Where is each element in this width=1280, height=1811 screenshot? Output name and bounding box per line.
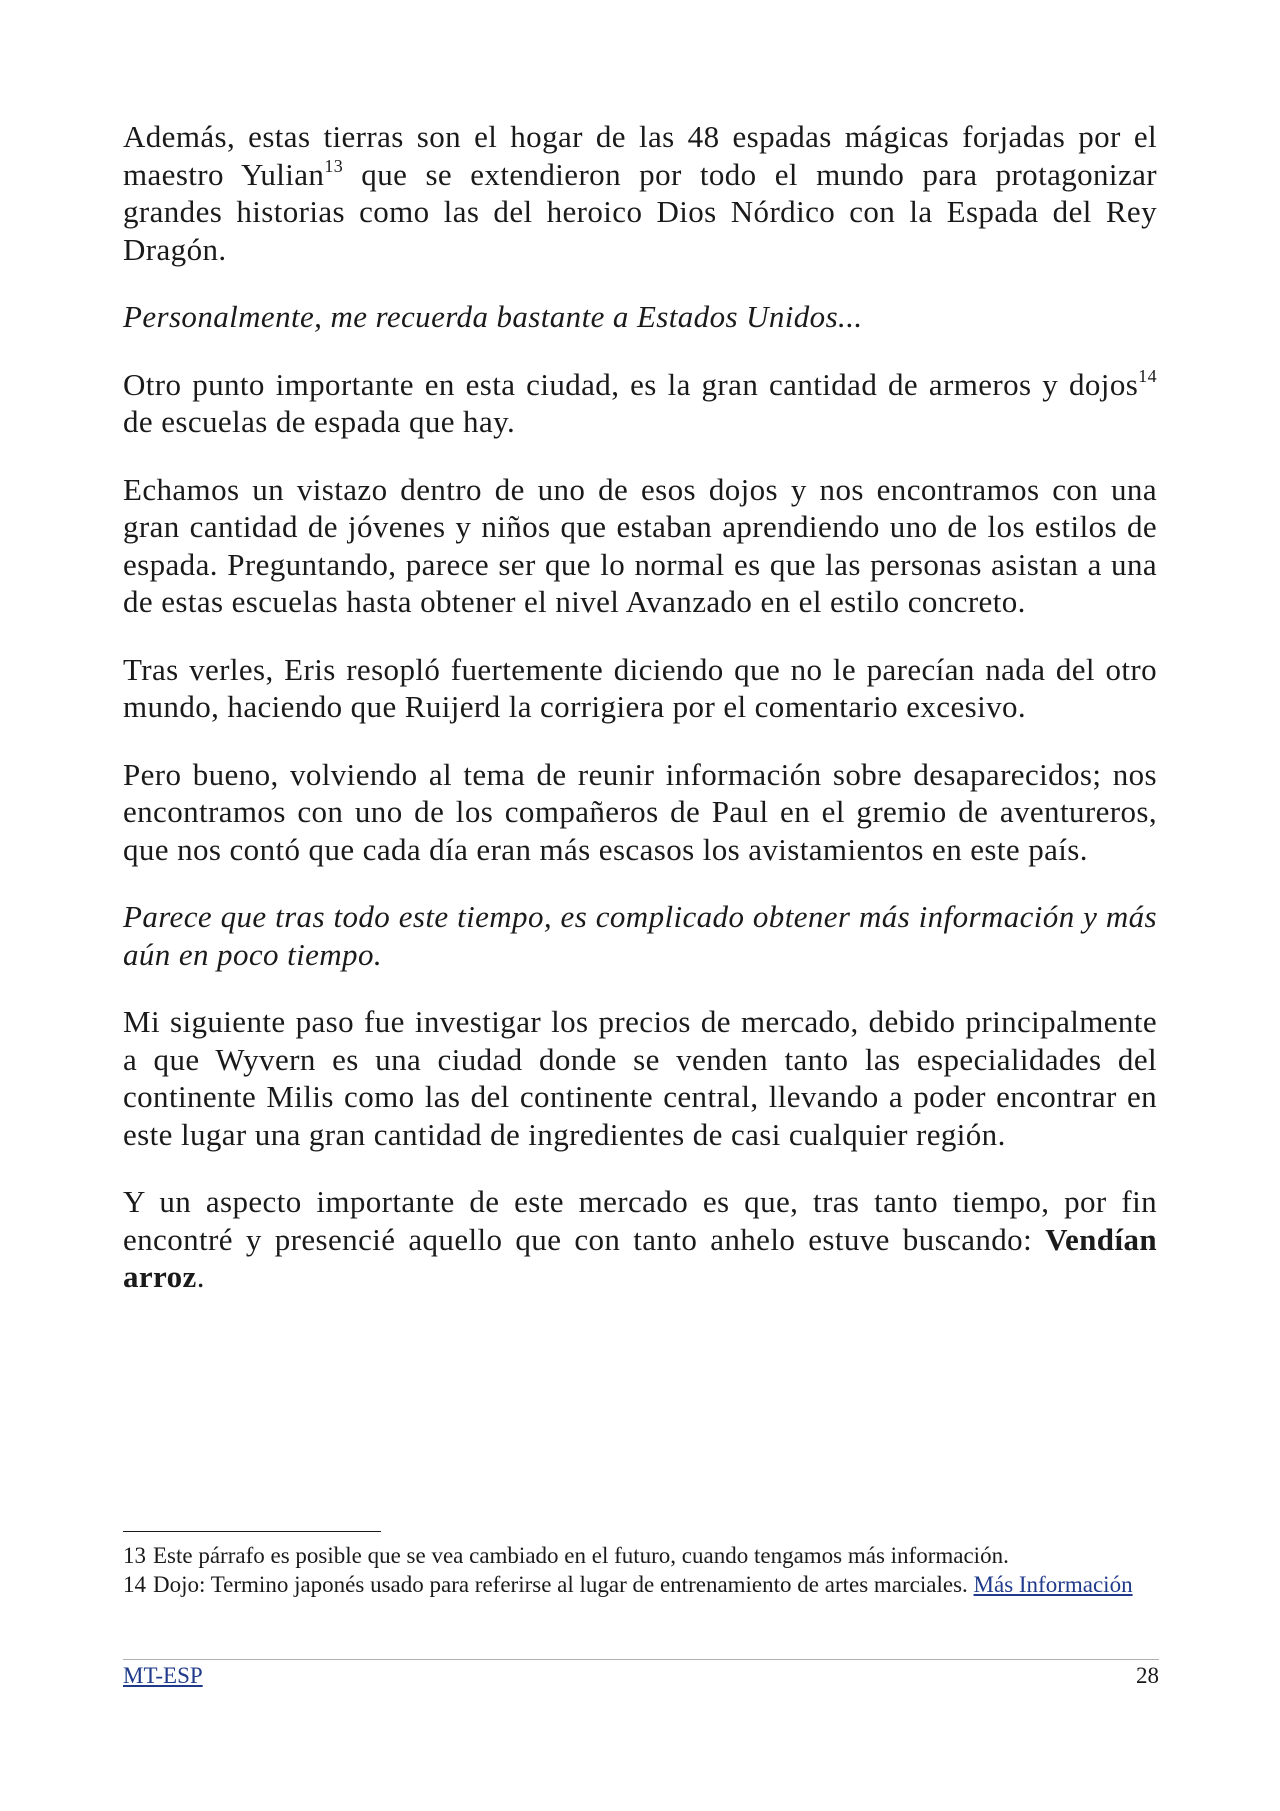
footer-separator [123, 1659, 1159, 1660]
body-text [123, 118, 1157, 1326]
paragraph-5: Tras verles, Eris resopló fuertemente diciendo que no le parecían nada del otro mundo, haciendo que Ruijerd la corrigiera por el comentario excesivo. [123, 651, 1157, 724]
footnote-13 [123, 1541, 1159, 1570]
page-number: 28 [1136, 1663, 1159, 1688]
paragraph-1: Además, estas tierras son el hogar de las 48 espadas mágicas forjadas por el maestro Yulian$^{13}$ que se extendieron por todo el mundo para protagonizar grandes historias como las del heroico Dios Nórdico con la Espada del Rey Dragón. [123, 119, 1157, 267]
footnote-text: Este párrafo es posible que se vea cambiado en el futuro, cuando tengamos más información. [153, 1543, 1009, 1568]
mas-informacion-link[interactable]: Más Información [973, 1572, 1133, 1597]
paragraph-4: Echamos un vistazo dentro de uno de esos dojos y nos encontramos con una gran cantidad de jóvenes y niños que estaban aprendiendo uno de los estilos de espada. Preguntando, parece ser que lo normal es que las personas asistan a una de estas escuelas hasta obtener el nivel Avanzado en el estilo concreto. [123, 471, 1157, 619]
footer-link-mt-esp[interactable]: MT-ESP [123, 1663, 203, 1688]
footnote-14 [123, 1570, 1159, 1599]
paragraph-7: Parece que tras todo este tiempo, es complicado obtener más información y más aún en poco tiempo. [123, 899, 1157, 972]
paragraph-6: Pero bueno, volviendo al tema de reunir información sobre desaparecidos; nos encontramos con uno de los compañeros de Paul en el gremio de aventureros, que nos contó que cada día eran más escasos los avistamientos en este país. [123, 756, 1157, 867]
paragraph-9: Y un aspecto importante de este mercado es que, tras tanto tiempo, por fin encontré y presencié aquello que con tanto anhelo estuve buscando: Vendían arroz. [123, 1184, 1157, 1294]
bold-phrase: Vendían arroz [123, 1221, 1157, 1294]
footnote-ref-14[interactable]: 14 [1138, 365, 1157, 386]
footnotes [123, 1541, 1159, 1599]
footnote-number: 13 [123, 1543, 146, 1568]
footnote-text: Dojo: Termino japonés usado para referirse al lugar de entrenamiento de artes marciales. [153, 1572, 974, 1597]
paragraph-2: Personalmente, me recuerda bastante a Estados Unidos... [123, 299, 863, 334]
footnote-number: 14 [123, 1572, 146, 1597]
footnote-separator [123, 1531, 381, 1532]
footnote-ref-13[interactable]: 13 [324, 155, 344, 176]
paragraph-8: Mi siguiente paso fue investigar los precios de mercado, debido principalmente a que Wyvern es una ciudad donde se venden tanto las especialidades del continente Milis como las del continente central, llevando a poder encontrar en este lugar una gran cantidad de ingredientes de casi cualquier región. [123, 1004, 1157, 1152]
paragraph-3: Otro punto importante en esta ciudad, es la gran cantidad de armeros y dojos$^{14}$ de escuelas de espada que hay. [123, 365, 1157, 439]
